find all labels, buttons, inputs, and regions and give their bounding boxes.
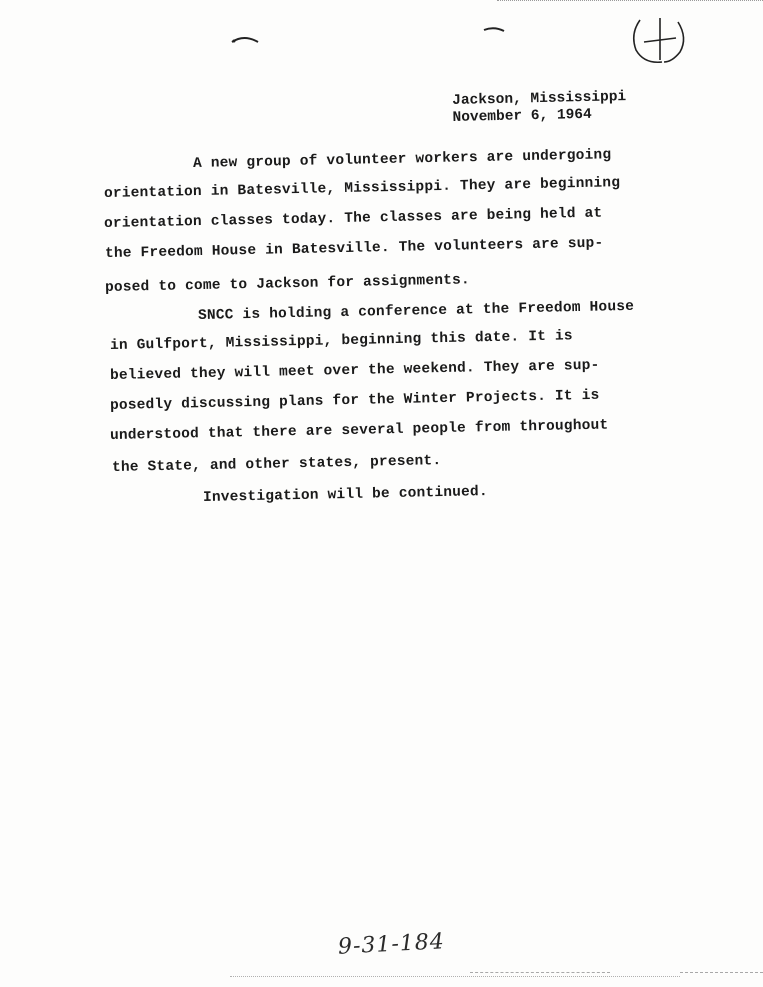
dateline-date: November 6, 1964 bbox=[452, 106, 592, 126]
stray-mark-left bbox=[230, 32, 262, 46]
body-line: in Gulfport, Mississippi, beginning this date. It is bbox=[109, 328, 573, 354]
scan-edge-bottom-segment bbox=[680, 972, 763, 973]
dateline-city: Jackson, Mississippi bbox=[452, 89, 627, 109]
scan-edge-top bbox=[497, 0, 763, 3]
body-line: posedly discussing plans for the Winter Projects. It is bbox=[109, 387, 600, 414]
circled-plus-mark bbox=[626, 12, 692, 68]
body-line: posed to come to Jackson for assignments. bbox=[104, 272, 471, 296]
body-line: the Freedom House in Batesville. The volunteers are sup- bbox=[104, 235, 604, 262]
body-line: believed they will meet over the weekend. They are sup- bbox=[109, 357, 600, 384]
body-line: the State, and other states, present. bbox=[111, 453, 442, 476]
body-line: Investigation will be continued. bbox=[202, 484, 488, 506]
body-line: SNCC is holding a conference at the Freedom House bbox=[197, 298, 635, 324]
scan-edge-bottom-segment bbox=[470, 972, 610, 973]
body-line: A new group of volunteer workers are undergoing bbox=[192, 147, 612, 172]
stray-mark-right bbox=[482, 24, 508, 36]
body-line: orientation in Batesville, Mississippi. They are beginning bbox=[103, 175, 621, 202]
body-line: orientation classes today. The classes are being held at bbox=[103, 205, 603, 232]
scan-edge-bottom bbox=[230, 976, 680, 977]
dateline bbox=[452, 89, 627, 127]
file-number: 9-31-184 bbox=[337, 929, 446, 960]
body-line: understood that there are several people from throughout bbox=[109, 417, 609, 444]
